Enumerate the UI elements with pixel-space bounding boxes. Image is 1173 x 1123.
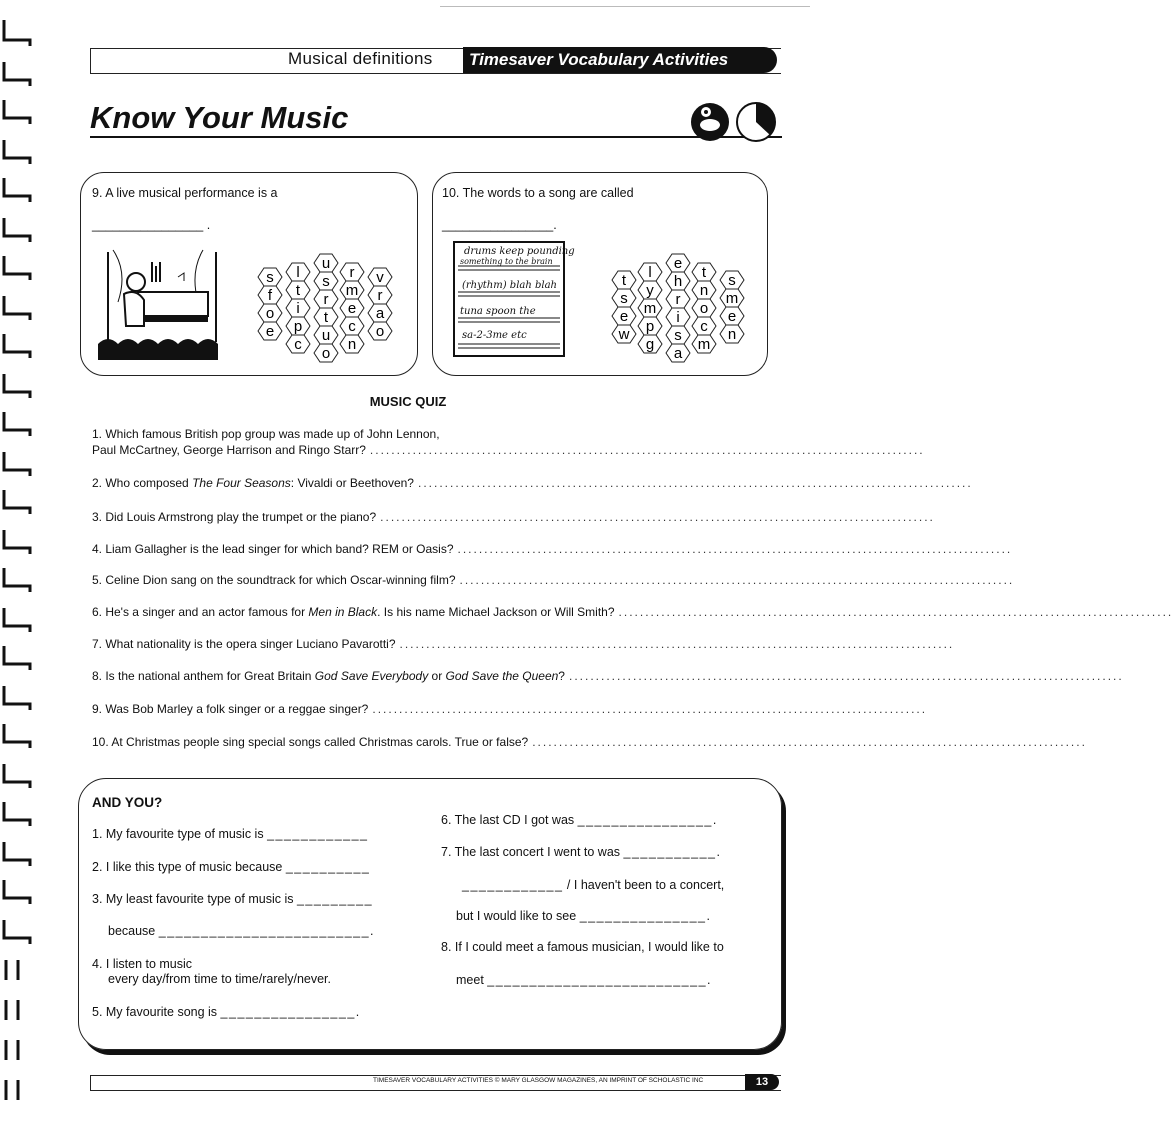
- hex-cell: [286, 299, 310, 317]
- hex-cell: [314, 254, 338, 272]
- hex-cell: [368, 286, 392, 304]
- and-you-item-2: 2. I like this type of music because __________: [92, 860, 371, 874]
- hex-cell: [612, 307, 636, 325]
- footer-credit: TIMESAVER VOCABULARY ACTIVITIES © MARY GLASGOW MAGAZINES, AN IMPRINT OF SCHOLASTIC INC: [373, 1077, 704, 1084]
- svg-text:sa-2-3me etc: sa-2-3me etc: [462, 330, 527, 341]
- svg-text:r: r: [377, 287, 383, 304]
- hex-cell: [258, 268, 282, 286]
- svg-text:w: w: [618, 326, 630, 343]
- hex-cell: [638, 317, 662, 335]
- puzzle-10-prompt: 10. The words to a song are called: [442, 186, 634, 200]
- hex-cell: [666, 344, 690, 362]
- level-icons: [688, 100, 782, 144]
- svg-text:e: e: [673, 255, 683, 272]
- spiral-binding: [0, 0, 46, 1123]
- hex-cell: [612, 325, 636, 343]
- hex-cell: [314, 272, 338, 290]
- svg-text:c: c: [294, 336, 302, 353]
- answer-blank[interactable]: __________: [285, 860, 371, 874]
- svg-text:(rhythm) blah blah: (rhythm) blah blah: [462, 280, 557, 291]
- svg-text:t: t: [621, 272, 627, 289]
- and-you-item-1: 1. My favourite type of music is ____________: [92, 827, 369, 841]
- title-rule: [90, 136, 782, 138]
- hex-cell: [286, 263, 310, 281]
- svg-text:n: n: [347, 336, 357, 353]
- svg-text:n: n: [727, 326, 737, 343]
- svg-text:m: m: [725, 290, 739, 307]
- hex-cell: [258, 322, 282, 340]
- section-label: Musical definitions: [288, 49, 433, 68]
- hex-cell: [666, 308, 690, 326]
- hex-cell: [314, 344, 338, 362]
- svg-text:h: h: [673, 273, 683, 290]
- and-you-item-7b: ____________ / I haven't been to a concert,: [462, 878, 725, 892]
- answer-blank[interactable]: ____________: [462, 878, 564, 892]
- hex-cell: [692, 299, 716, 317]
- puzzle-10-answer[interactable]: ________________.: [442, 218, 557, 232]
- and-you-item-5: 5. My favourite song is ________________.: [92, 1005, 361, 1019]
- hex-cell: [368, 322, 392, 340]
- hex-cell: [638, 335, 662, 353]
- and-you-item-6: 6. The last CD I got was ________________.: [441, 813, 718, 827]
- and-you-item-3: 3. My least favourite type of music is _________: [92, 892, 374, 906]
- puzzle-9-answer[interactable]: ________________ .: [92, 218, 211, 232]
- hex-cell: [340, 335, 364, 353]
- svg-text:s: s: [620, 290, 628, 307]
- answer-blank[interactable]: _________________________.: [158, 924, 376, 938]
- answer-blank[interactable]: __________________________.: [487, 973, 713, 987]
- hex-cell: [638, 299, 662, 317]
- svg-text:u: u: [321, 255, 331, 272]
- svg-text:g: g: [645, 336, 655, 353]
- quiz-question-7: 7. What nationality is the opera singer Luciano Pavarotti? ........................................................................................................: [92, 637, 955, 651]
- svg-text:t: t: [323, 309, 329, 326]
- answer-blank[interactable]: ___________.: [623, 845, 722, 859]
- hex-cell: [666, 272, 690, 290]
- answer-blank[interactable]: ________________.: [220, 1005, 361, 1019]
- hex-cell: [258, 286, 282, 304]
- hex-cell: [368, 268, 392, 286]
- piano-player-illustration: [98, 242, 220, 360]
- svg-text:i: i: [296, 300, 300, 317]
- svg-text:v: v: [376, 269, 384, 286]
- svg-text:l: l: [648, 264, 652, 281]
- hex-cell: [666, 326, 690, 344]
- hex-cell: [720, 271, 744, 289]
- svg-text:e: e: [347, 300, 357, 317]
- svg-text:e: e: [619, 308, 629, 325]
- hex-cell: [666, 254, 690, 272]
- quiz-question-5: 5. Celine Dion sang on the soundtrack for which Oscar-winning film? ........................................................................................................: [92, 573, 1015, 587]
- svg-text:s: s: [266, 269, 274, 286]
- series-label: Timesaver Vocabulary Activities: [463, 47, 777, 73]
- svg-text:m: m: [643, 300, 657, 317]
- hex-cell: [638, 263, 662, 281]
- quiz-question-10: 10. At Christmas people sing special songs called Christmas carols. True or false? ........................................................................................................: [92, 735, 1087, 749]
- answer-blank[interactable]: ________________.: [577, 813, 718, 827]
- quiz-question-3: 3. Did Louis Armstrong play the trumpet or the piano? ........................................................................................................: [92, 510, 935, 524]
- svg-text:c: c: [700, 318, 708, 335]
- svg-text:o: o: [321, 345, 331, 362]
- svg-text:f: f: [267, 287, 273, 304]
- hex-cell: [692, 317, 716, 335]
- and-you-item-8: 8. If I could meet a famous musician, I would like to: [441, 940, 724, 954]
- svg-text:e: e: [727, 308, 737, 325]
- svg-text:n: n: [699, 282, 709, 299]
- quiz-question-4: 4. Liam Gallagher is the lead singer for which band? REM or Oasis? ........................................................................................................: [92, 542, 1013, 556]
- hex-cell: [692, 335, 716, 353]
- hex-cell: [340, 317, 364, 335]
- svg-text:r: r: [349, 264, 355, 281]
- svg-text:o: o: [699, 300, 709, 317]
- svg-text:r: r: [323, 291, 329, 308]
- hex-cell: [286, 281, 310, 299]
- and-you-item-7: 7. The last concert I went to was ___________.: [441, 845, 722, 859]
- hex-cell: [720, 289, 744, 307]
- hex-cell: [638, 281, 662, 299]
- hex-cell: [314, 290, 338, 308]
- svg-text:c: c: [348, 318, 356, 335]
- page-title: Know Your Music: [90, 100, 349, 135]
- hex-cell: [692, 263, 716, 281]
- hex-cell: [286, 317, 310, 335]
- hex-cell: [314, 308, 338, 326]
- quiz-question-1: 1. Which famous British pop group was made up of John Lennon, Paul McCartney, George Harrison and Ringo Starr? ........................................................................................................: [92, 427, 925, 457]
- svg-text:something to the brain: something to the brain: [460, 257, 553, 266]
- quiz-question-8: 8. Is the national anthem for Great Britain God Save Everybody or God Save the Queen? ........................................................................................................: [92, 669, 1124, 683]
- hex-cell: [612, 271, 636, 289]
- hex-cell: [258, 304, 282, 322]
- hex-cell: [692, 281, 716, 299]
- answer-blank[interactable]: _______________.: [579, 909, 712, 923]
- and-you-item-7c: but I would like to see _______________.: [456, 909, 712, 923]
- hex-cell: [666, 290, 690, 308]
- svg-text:m: m: [697, 336, 711, 353]
- top-rule: [440, 6, 810, 7]
- svg-text:a: a: [375, 305, 385, 322]
- svg-text:s: s: [728, 272, 736, 289]
- svg-text:p: p: [645, 318, 655, 335]
- svg-text:p: p: [293, 318, 303, 335]
- and-you-title: AND YOU?: [92, 795, 163, 810]
- hex-cell: [720, 325, 744, 343]
- puzzle-9-letter-grid: [248, 250, 408, 360]
- svg-text:m: m: [345, 282, 359, 299]
- lyric-sheet-illustration: [450, 240, 575, 358]
- svg-text:e: e: [265, 323, 275, 340]
- hex-cell: [340, 299, 364, 317]
- svg-text:s: s: [322, 273, 330, 290]
- svg-text:i: i: [676, 309, 680, 326]
- svg-text:y: y: [646, 282, 654, 299]
- page-number: 13: [745, 1074, 779, 1090]
- svg-text:r: r: [675, 291, 681, 308]
- hex-cell: [286, 335, 310, 353]
- hex-cell: [340, 281, 364, 299]
- hex-cell: [720, 307, 744, 325]
- svg-text:a: a: [673, 345, 683, 362]
- hex-cell: [340, 263, 364, 281]
- quiz-question-6: 6. He's a singer and an actor famous for Men in Black. Is his name Michael Jackson or Will Smith? ........................................................................................................: [92, 605, 1173, 619]
- hex-cell: [368, 304, 392, 322]
- hex-cell: [612, 289, 636, 307]
- quiz-question-2: 2. Who composed The Four Seasons: Vivaldi or Beethoven? ........................................................................................................: [92, 476, 973, 490]
- and-you-item-4-options: every day/from time to time/rarely/never.: [108, 972, 331, 986]
- svg-text:u: u: [321, 327, 331, 344]
- answer-blank[interactable]: ____________: [267, 827, 369, 841]
- hex-cell: [314, 326, 338, 344]
- svg-text:t: t: [295, 282, 301, 299]
- answer-blank[interactable]: _________: [296, 892, 374, 906]
- svg-text:s: s: [674, 327, 682, 344]
- svg-text:t: t: [701, 264, 707, 281]
- svg-text:o: o: [265, 305, 275, 322]
- svg-text:l: l: [296, 264, 300, 281]
- and-you-item-8b: meet __________________________.: [456, 973, 713, 987]
- puzzle-10-letter-grid: [604, 254, 764, 364]
- and-you-item-3b: because _________________________.: [108, 924, 376, 938]
- and-you-item-4: 4. I listen to music: [92, 957, 193, 971]
- puzzle-9-prompt: 9. A live musical performance is a: [92, 186, 278, 200]
- quiz-question-9: 9. Was Bob Marley a folk singer or a reggae singer? ........................................................................................................: [92, 702, 928, 716]
- quiz-title: MUSIC QUIZ: [369, 394, 447, 409]
- svg-text:tuna spoon the: tuna spoon the: [460, 306, 536, 317]
- svg-text:drums keep pounding: drums keep pounding: [464, 246, 575, 257]
- svg-text:o: o: [375, 323, 385, 340]
